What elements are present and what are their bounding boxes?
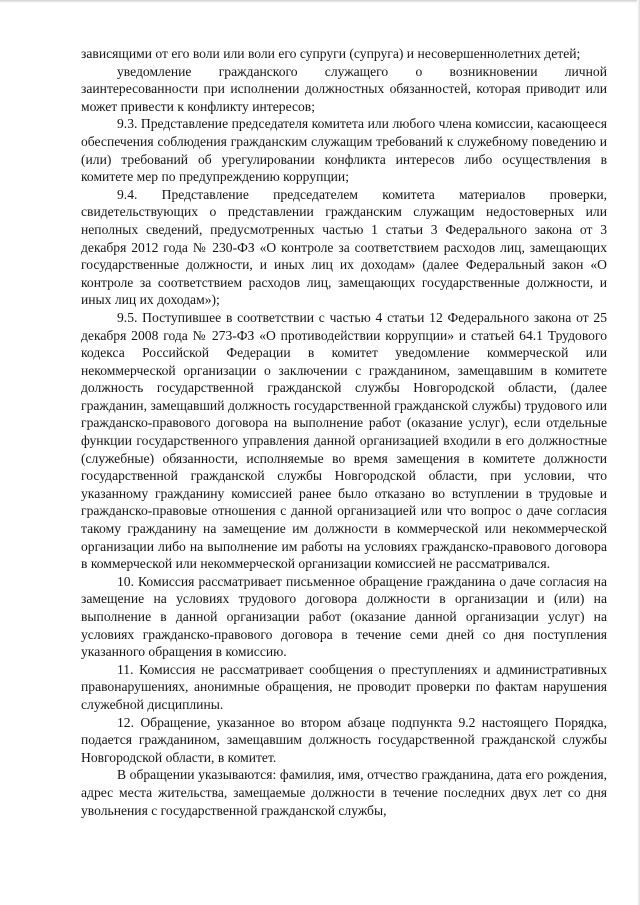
paragraph-10: 10. Комиссия рассматривает письменное обращение гражданина о даче согласия на замещение на условиях трудового договора должности в организации и (или) на выполнение в данной организации работ (оказание данной организации услуг) на условиях гражданско-правового договора в течение семи дней со дня поступления указанного обращения в комиссию. <box>81 573 607 660</box>
paragraph-notification-interest: уведомление гражданского служащего о возникновении личной заинтересованности при исполнении должностных обязанностей, которая приводит или может привести к конфликту интересов; <box>81 63 607 114</box>
paragraph-9-3: 9.3. Представление председателя комитета или любого члена комиссии, касающееся обеспечения соблюдения гражданским служащим требований к служебному поведению и (или) требований об урегулировании конфликта интересов либо осуществления в комитете мер по предупреждению коррупции; <box>81 116 607 185</box>
paragraph-9-4: 9.4. Представление председателем комитета материалов проверки, свидетельствующих о представлении гражданским служащим недостоверных или неполных сведений, предусмотренных частью 1 статьи 3 Федерального закона от 3 декабря 2012 года № 230-ФЗ «О контроле за соответствием расходов лиц, замещающих государственные должности, и иных лиц их доходам» (далее Федеральный закон «О контроле за соответствием расходов лиц, замещающих государственные должности, и иных лиц их доходам»); <box>81 186 607 308</box>
paragraph-appeal-contents: В обращении указываются: фамилия, имя, отчество гражданина, дата его рождения, адрес места жительства, замещаемые должности в течение последних двух лет со дня увольнения с государственной гражданской службы, <box>81 767 607 818</box>
scan-top-edge <box>0 0 640 3</box>
paragraph-9-5: 9.5. Поступившее в соответствии с частью 4 статьи 12 Федерального закона от 25 декабря 2008 года № 273-ФЗ «О противодействии коррупции» и статьей 64.1 Трудового кодекса Российской Федерации в комитет уведомление коммерческой или некоммерческой организации о заключении с гражданином, замещавшим в комитете должность государственной гражданской службы Новгородской области, (далее гражданин, замещавший должность государственной гражданской службы) трудового или гражданско-правового договора на выполнение работ (оказание услуг), если отдельные функции государственного управления данной организацией входили в его должностные (служебные) обязанности, исполняемые во время замещения в комитете должности государственной гражданской службы Новгородской области, при условии, что указанному гражданину комиссией ранее было отказано во вступлении в трудовые и гражданско-правовые отношения с данной организацией или что вопрос о даче согласия такому гражданину на замещение им должности в коммерческой или некоммерческой организации либо на выполнение им работы на условиях гражданско-правового договора в коммерческой или некоммерческой организации комиссией не рассматривался. <box>81 309 607 572</box>
paragraph-continuation: зависящими от его воли или воли его супруги (супруга) и несовершеннолетних детей; <box>81 46 581 61</box>
paragraph-11: 11. Комиссия не рассматривает сообщения о преступлениях и административных правонарушениях, анонимные обращения, не проводит проверки по фактам нарушения служебной дисциплины. <box>81 661 607 712</box>
document-body <box>81 45 607 819</box>
paragraph-12: 12. Обращение, указанное во втором абзаце подпункта 9.2 настоящего Порядка, подается гражданином, замещавшим должность государственной гражданской службы Новгородской области, в комитет. <box>81 714 607 765</box>
